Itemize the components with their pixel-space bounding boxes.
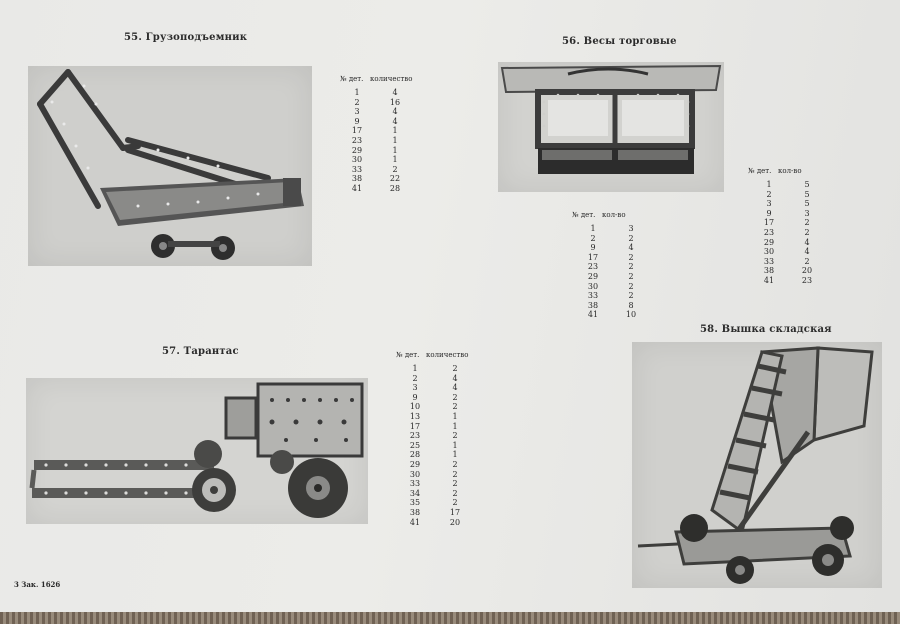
part-number: 29 [351,145,363,155]
section-title: 57. Тарантас [162,346,239,357]
parts-row [396,375,476,385]
part-count: 1 [392,135,398,145]
part-number: 33 [763,256,775,266]
part-count: 2 [628,281,634,291]
model-photo-tarantas [26,378,368,524]
part-count: 5 [804,189,810,199]
part-number: 34 [409,488,421,498]
part-number: 38 [587,300,599,310]
parts-row [396,442,476,452]
part-number: 17 [409,421,421,431]
part-count: 2 [452,431,458,441]
part-number: 23 [587,262,599,272]
part-number: 41 [763,275,775,285]
parts-row [396,499,476,509]
part-count: 2 [452,498,458,508]
parts-row [396,509,476,519]
part-number: 25 [409,440,421,450]
parts-table-55 [340,76,416,195]
parts-col-header: количество [370,75,413,83]
part-count: 2 [452,488,458,498]
model-photo-gruzopodemnik [28,66,312,266]
parts-row [748,248,824,258]
part-number: 9 [412,392,418,402]
part-number: 29 [587,271,599,281]
parts-col-header: кол-во [602,211,626,219]
parts-table-57 [396,352,476,528]
parts-row [748,181,824,191]
part-count: 4 [804,247,810,257]
part-count: 3 [804,208,810,218]
parts-row [748,191,824,201]
part-count: 4 [452,383,458,393]
parts-row [572,273,648,283]
part-number: 1 [412,364,418,373]
part-count: 2 [452,469,458,479]
parts-row [748,229,824,239]
parts-row [396,490,476,500]
part-number: 41 [587,310,599,320]
part-number: 1 [766,180,772,189]
part-count: 4 [452,373,458,383]
part-count: 2 [804,227,810,237]
part-count: 4 [628,243,634,253]
parts-row [748,200,824,210]
part-count: 2 [628,252,634,262]
part-count: 2 [628,262,634,272]
parts-row [396,480,476,490]
part-number: 35 [409,498,421,508]
parts-row [572,263,648,273]
part-number: 38 [351,174,363,184]
part-number: 30 [587,281,599,291]
part-count: 2 [628,291,634,301]
parts-row [340,108,416,118]
part-number: 38 [409,507,421,517]
part-number: 3 [766,199,772,209]
part-number: 2 [590,233,596,243]
part-number: 41 [351,183,363,193]
part-count: 4 [392,88,398,97]
part-count: 1 [392,145,398,155]
part-count: 1 [452,450,458,460]
parts-row [396,423,476,433]
model-photo-vesy [498,62,724,192]
parts-col-header: № дет. [572,211,596,219]
part-count: 2 [392,164,398,174]
parts-row [572,235,648,245]
page-footer: 3 Зак. 1626 [14,580,61,589]
parts-row [396,432,476,442]
parts-row [572,225,648,235]
part-count: 2 [628,233,634,243]
part-count: 4 [804,237,810,247]
part-number: 2 [354,97,360,107]
parts-row [748,239,824,249]
part-count: 2 [804,218,810,228]
part-count: 3 [628,224,634,233]
parts-row [572,292,648,302]
part-number: 29 [763,237,775,247]
parts-row [572,244,648,254]
parts-row [396,365,476,375]
section-title: 56. Весы торговые [562,36,677,47]
part-number: 33 [587,291,599,301]
parts-row [396,519,476,529]
part-count: 8 [628,300,634,310]
part-number: 10 [409,402,421,412]
part-count: 10 [625,310,637,320]
part-number: 13 [409,411,421,421]
part-number: 38 [763,266,775,276]
part-count: 2 [452,479,458,489]
part-number: 9 [590,243,596,253]
parts-row [396,451,476,461]
part-number: 2 [412,373,418,383]
part-count: 1 [452,440,458,450]
parts-col-header: № дет. [748,167,772,175]
part-count: 20 [449,517,461,527]
parts-row [572,254,648,264]
parts-row [748,277,824,287]
parts-row [396,384,476,394]
part-number: 30 [409,469,421,479]
model-photo-vyshka [632,342,882,588]
parts-row [340,89,416,99]
part-count: 16 [389,97,401,107]
part-count: 5 [804,180,810,189]
part-count: 23 [801,275,813,285]
part-count: 4 [392,116,398,126]
part-number: 33 [351,164,363,174]
part-count: 2 [452,364,458,373]
part-number: 2 [766,189,772,199]
parts-table-56b [748,168,824,287]
parts-row [748,219,824,229]
parts-table-56a [572,212,648,321]
parts-row [396,461,476,471]
part-number: 1 [354,88,360,97]
part-number: 41 [409,517,421,527]
part-count: 1 [392,155,398,165]
part-count: 2 [452,392,458,402]
part-number: 23 [763,227,775,237]
part-count: 1 [392,126,398,136]
part-number: 17 [587,252,599,262]
section-title: 55. Грузоподъемник [124,32,248,43]
part-count: 17 [449,507,461,517]
parts-row [396,403,476,413]
parts-row [396,471,476,481]
part-count: 20 [801,266,813,276]
parts-row [748,210,824,220]
part-number: 9 [766,208,772,218]
part-number: 30 [351,155,363,165]
parts-row [748,258,824,268]
part-number: 33 [409,479,421,489]
parts-col-header: кол-во [778,167,802,175]
part-number: 3 [412,383,418,393]
parts-row [340,185,416,195]
part-count: 28 [389,183,401,193]
part-count: 5 [804,199,810,209]
parts-row [340,99,416,109]
parts-row [572,311,648,321]
parts-row [572,302,648,312]
part-number: 29 [409,459,421,469]
part-number: 23 [351,135,363,145]
parts-row [396,413,476,423]
part-count: 2 [452,402,458,412]
part-number: 3 [354,107,360,117]
part-count: 2 [628,271,634,281]
page-bottom-edge [0,612,900,624]
parts-row [396,394,476,404]
part-count: 22 [389,174,401,184]
parts-row [748,267,824,277]
part-count: 1 [452,411,458,421]
parts-col-header: количество [426,351,469,359]
parts-row [572,283,648,293]
part-number: 17 [763,218,775,228]
part-number: 28 [409,450,421,460]
part-number: 17 [351,126,363,136]
part-number: 30 [763,247,775,257]
part-count: 2 [804,256,810,266]
parts-col-header: № дет. [396,351,420,359]
part-number: 23 [409,431,421,441]
part-count: 1 [452,421,458,431]
part-number: 1 [590,224,596,233]
part-number: 9 [354,116,360,126]
part-count: 4 [392,107,398,117]
section-title: 58. Вышка складская [700,324,832,335]
parts-col-header: № дет. [340,75,364,83]
part-count: 2 [452,459,458,469]
